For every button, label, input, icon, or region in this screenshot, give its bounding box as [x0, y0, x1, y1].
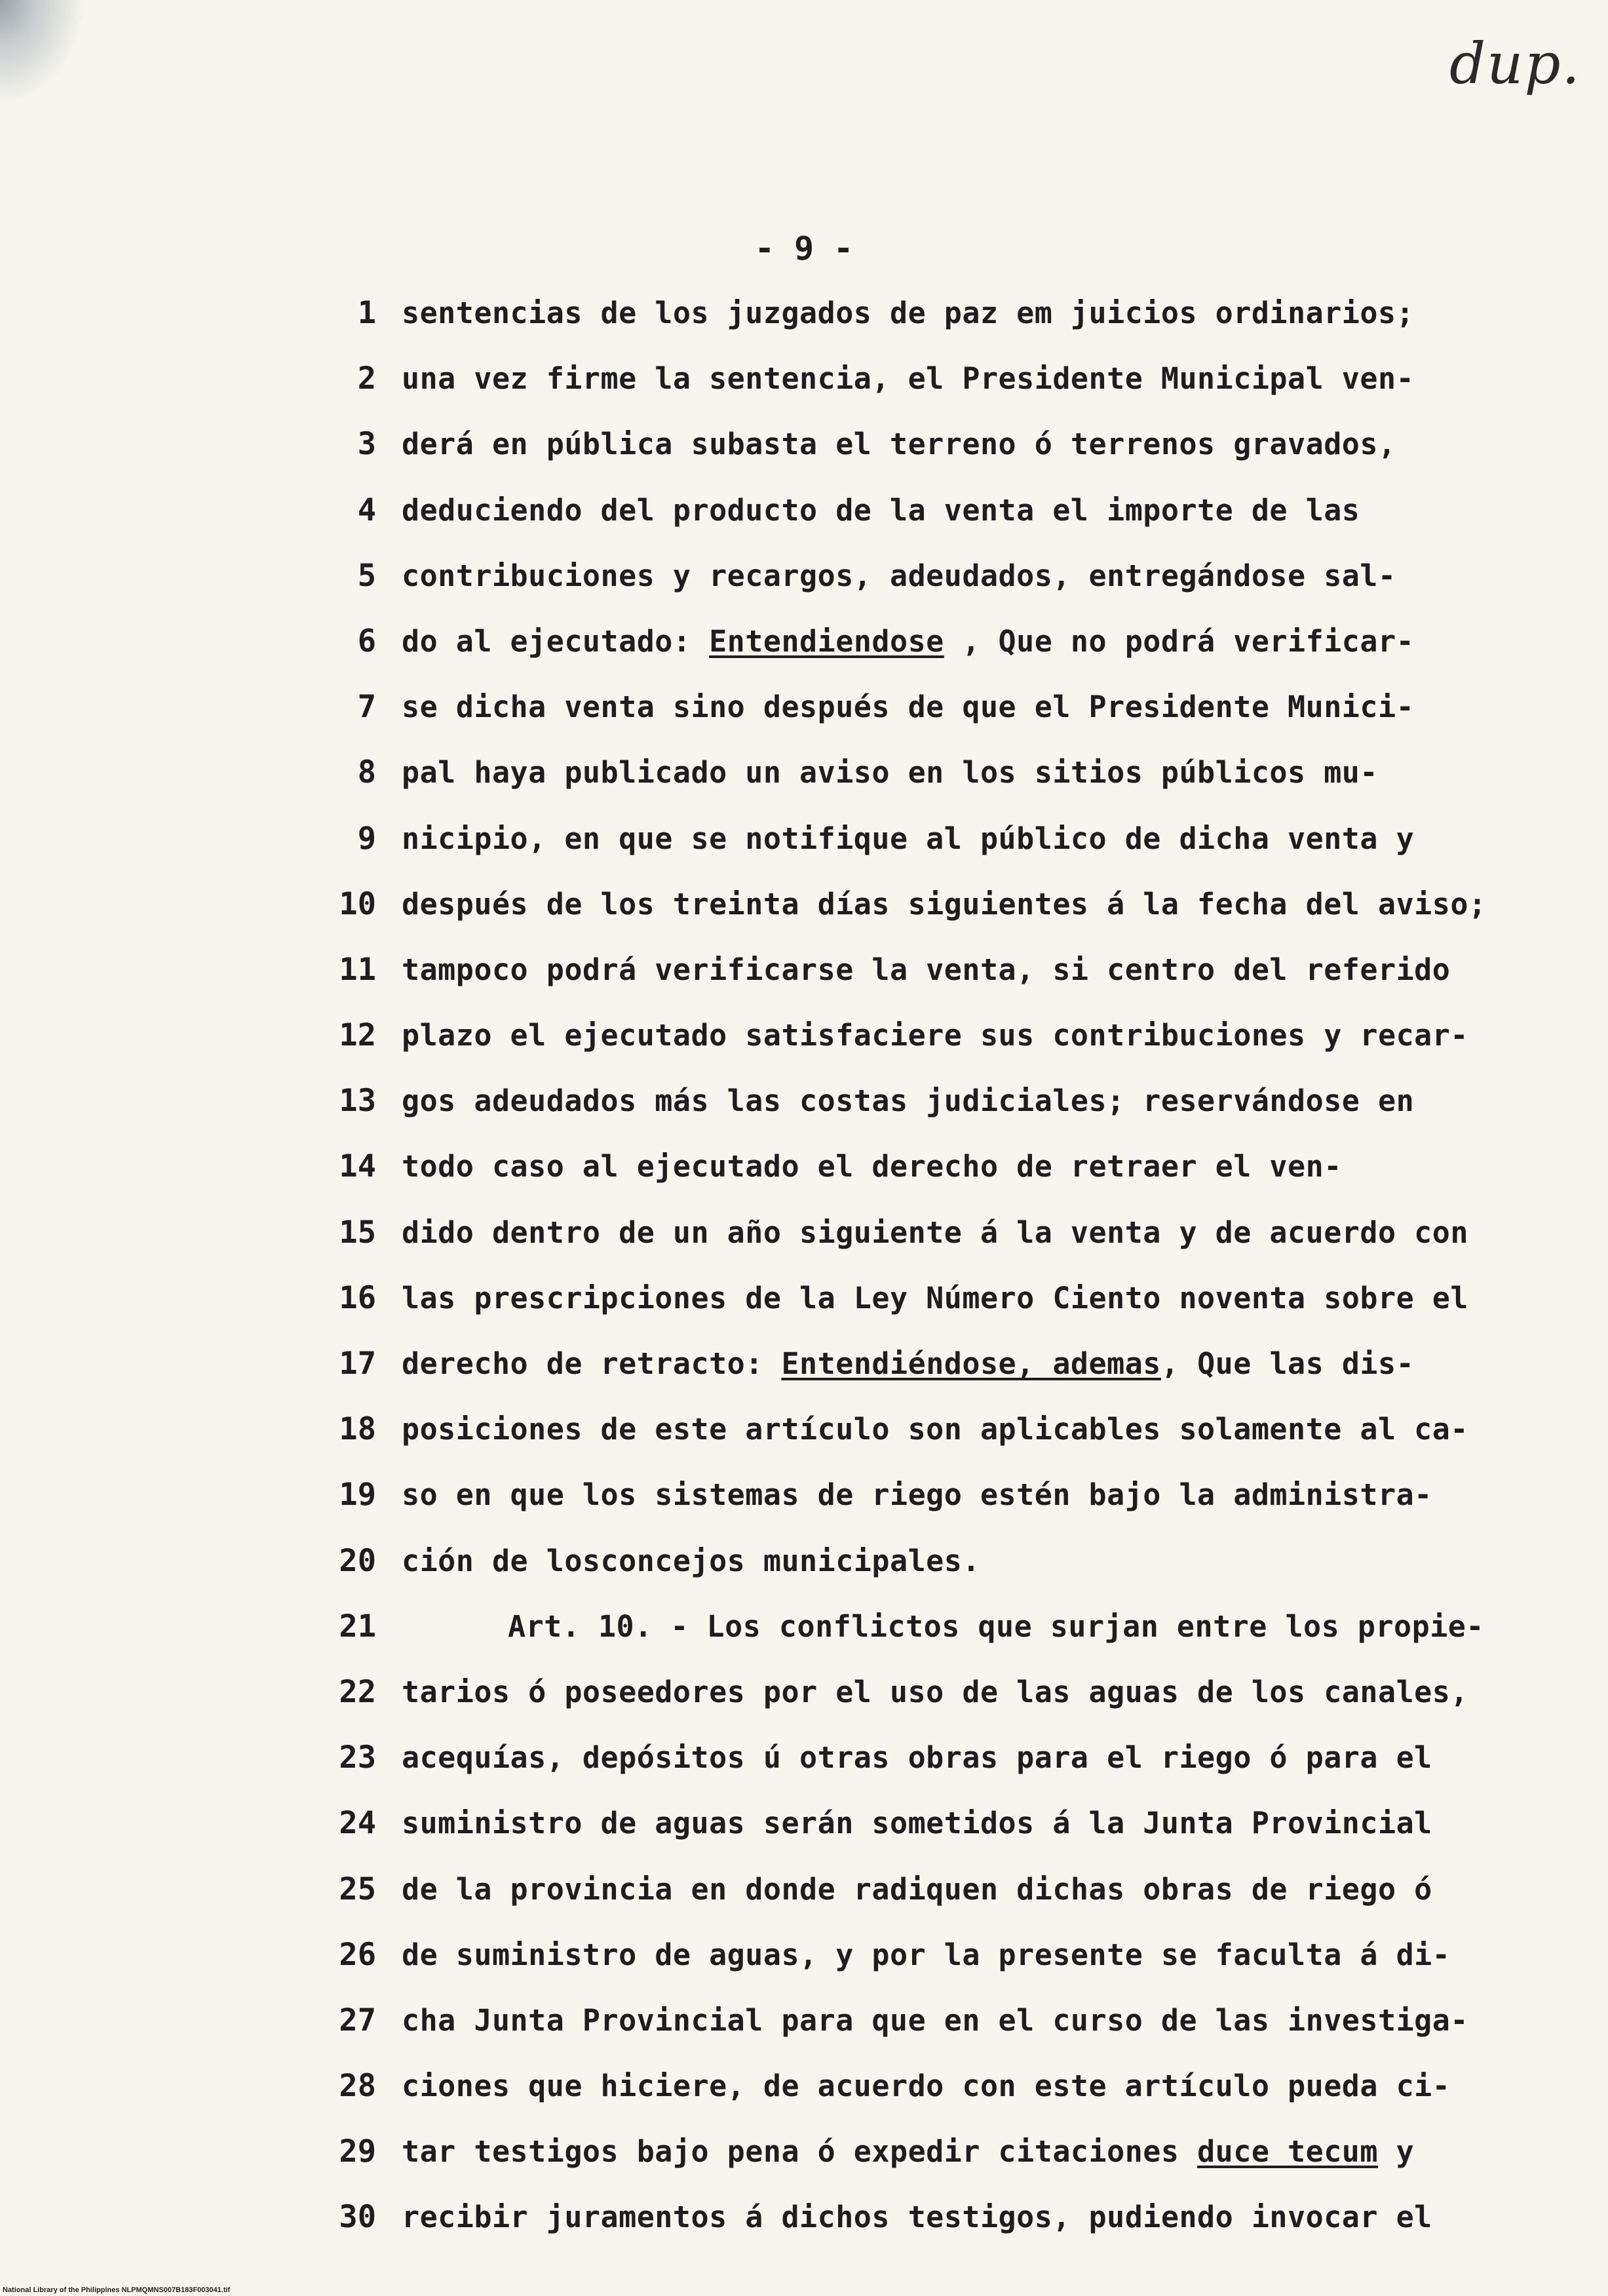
line-text: derá en pública subasta el terreno ó terrenos gravados,: [402, 427, 1396, 462]
underlined-phrase: Entendiéndose, ademas: [781, 1346, 1161, 1381]
line-text-segment: do al ejecutado:: [402, 623, 710, 659]
archive-footer: National Library of the Philippines NLPMQMNS007B183F003041.tif: [3, 2286, 231, 2294]
line-number: 7: [357, 689, 376, 726]
line-text: todo caso al ejecutado el derecho de retraer el ven-: [402, 1149, 1342, 1184]
line-text: so en que los sistemas de riego estén bajo la administra-: [402, 1477, 1432, 1513]
text-line: [0, 539, 1608, 605]
line-text: las prescripciones de la Ley Número Ciento noventa sobre el: [402, 1280, 1468, 1315]
line-text: dido dentro de un año siguiente á la venta y de acuerdo con: [402, 1215, 1468, 1250]
line-number: 26: [339, 1936, 376, 1973]
line-text-segment: derecho de retracto:: [402, 1346, 782, 1381]
line-number: 13: [339, 1083, 376, 1119]
line-text: ción de losconcejos municipales.: [402, 1543, 980, 1578]
text-line: [0, 1918, 1608, 1984]
line-text: plazo el ejecutado satisfaciere sus contribuciones y recar-: [402, 1018, 1468, 1053]
line-number: 22: [339, 1673, 376, 1710]
line-number: 18: [339, 1411, 376, 1448]
line-text: tampoco podrá verificarse la venta, si centro del referido: [402, 952, 1451, 987]
text-line: [0, 2181, 1608, 2246]
text-line: [0, 277, 1608, 342]
line-text-segment: tar testigos bajo pena ó expedir citaciones: [402, 2134, 1198, 2170]
scan-corner-shadow: [0, 0, 85, 105]
line-number: 9: [357, 820, 376, 857]
text-line: [0, 1525, 1608, 1590]
line-number: 16: [339, 1279, 376, 1316]
text-line: [0, 933, 1608, 999]
text-line: [0, 671, 1608, 736]
text-line: [0, 1787, 1608, 1852]
line-number: 28: [339, 2068, 376, 2105]
text-line: [0, 999, 1608, 1064]
line-text: pal haya publicado un aviso en los sitios públicos mu-: [402, 755, 1378, 790]
line-number: 23: [339, 1740, 376, 1776]
line-text: posiciones de este artículo son aplicables solamente al ca-: [402, 1412, 1468, 1447]
line-number: 17: [339, 1346, 376, 1382]
text-line: [0, 1853, 1608, 1918]
line-number: 1: [357, 295, 376, 331]
line-text: suministro de aguas serán sometidos á la Junta Provincial: [402, 1806, 1432, 1841]
line-number: 12: [339, 1017, 376, 1054]
line-text: recibir juramentos á dichos testigos, pudiendo invocar el: [402, 2200, 1432, 2235]
line-text-segment: , Que no podrá verificar-: [944, 623, 1415, 659]
line-text: acequías, depósitos ú otras obras para el riego ó para el: [402, 1740, 1432, 1776]
line-text: una vez firme la sentencia, el Presidente Municipal ven-: [402, 361, 1415, 397]
line-number: 19: [339, 1477, 376, 1513]
line-text: [402, 1346, 1414, 1382]
line-number: 25: [339, 1871, 376, 1907]
line-text: de la provincia en donde radiquen dichas obras de riego ó: [402, 1871, 1432, 1907]
line-text: se dicha venta sino después de que el Presidente Munici-: [402, 690, 1415, 725]
line-text: [402, 623, 1414, 660]
text-line: [0, 2115, 1608, 2181]
line-number: 27: [339, 2002, 376, 2038]
underlined-phrase: Entendiendose: [709, 623, 944, 659]
text-line: [0, 1984, 1608, 2050]
text-line: [0, 474, 1608, 539]
text-line: [0, 1130, 1608, 1196]
text-line: [0, 1721, 1608, 1787]
line-text: tarios ó poseedores por el uso de las aguas de los canales,: [402, 1674, 1468, 1709]
line-text: Art. 10. - Los conflictos que surjan entre los propie-: [508, 1608, 1484, 1644]
text-line: [0, 605, 1608, 671]
text-line: [0, 342, 1608, 408]
line-number: 29: [339, 2133, 376, 2170]
page-number: - 9 -: [754, 229, 854, 267]
line-number: 5: [357, 557, 376, 594]
text-line: [0, 1327, 1608, 1393]
text-line: [0, 1196, 1608, 1262]
line-number: 24: [339, 1805, 376, 1842]
line-number: 11: [339, 951, 376, 988]
line-number: 15: [339, 1214, 376, 1251]
line-text: cha Junta Provincial para que en el curso de las investiga-: [402, 2002, 1468, 2038]
text-line: [0, 1393, 1608, 1458]
line-number: 3: [357, 426, 376, 463]
text-line: [0, 1064, 1608, 1130]
line-number: 6: [357, 623, 376, 659]
line-text: deduciendo del producto de la venta el importe de las: [402, 492, 1360, 528]
text-line: [0, 1656, 1608, 1721]
line-text: después de los treinta días siguientes á la fecha del aviso;: [402, 886, 1487, 922]
text-line: [0, 1458, 1608, 1524]
handwritten-annotation: dup.: [1449, 31, 1581, 97]
underlined-phrase: duce tecum: [1197, 2134, 1378, 2170]
text-line: [0, 408, 1608, 473]
line-number: 8: [357, 754, 376, 791]
line-text: de suministro de aguas, y por la presente se faculta á di-: [402, 1937, 1451, 1972]
document-body: [0, 277, 1608, 2247]
line-text: sentencias de los juzgados de paz em juicios ordinarios;: [402, 296, 1415, 330]
text-line: [0, 868, 1608, 933]
line-number: 21: [339, 1608, 376, 1644]
line-number: 30: [339, 2199, 376, 2236]
line-number: 20: [339, 1542, 376, 1579]
line-number: 4: [357, 492, 376, 528]
line-text: nicipio, en que se notifique al público de dicha venta y: [402, 821, 1415, 856]
text-line: [0, 2050, 1608, 2115]
line-number: 14: [339, 1148, 376, 1185]
line-text-segment: , Que las dis-: [1160, 1346, 1415, 1381]
text-line: [0, 802, 1608, 868]
line-number: 2: [357, 360, 376, 397]
line-text: gos adeudados más las costas judiciales; reservándose en: [402, 1083, 1415, 1119]
line-text: ciones que hiciere, de acuerdo con este artículo pueda ci-: [402, 2069, 1451, 2104]
line-text-segment: y: [1378, 2134, 1415, 2170]
line-text: [402, 2133, 1414, 2170]
text-line: [0, 1590, 1608, 1656]
line-text: contribuciones y recargos, adeudados, entregándose sal-: [402, 558, 1396, 593]
text-line: [0, 1262, 1608, 1327]
line-number: 10: [339, 885, 376, 922]
text-line: [0, 736, 1608, 802]
